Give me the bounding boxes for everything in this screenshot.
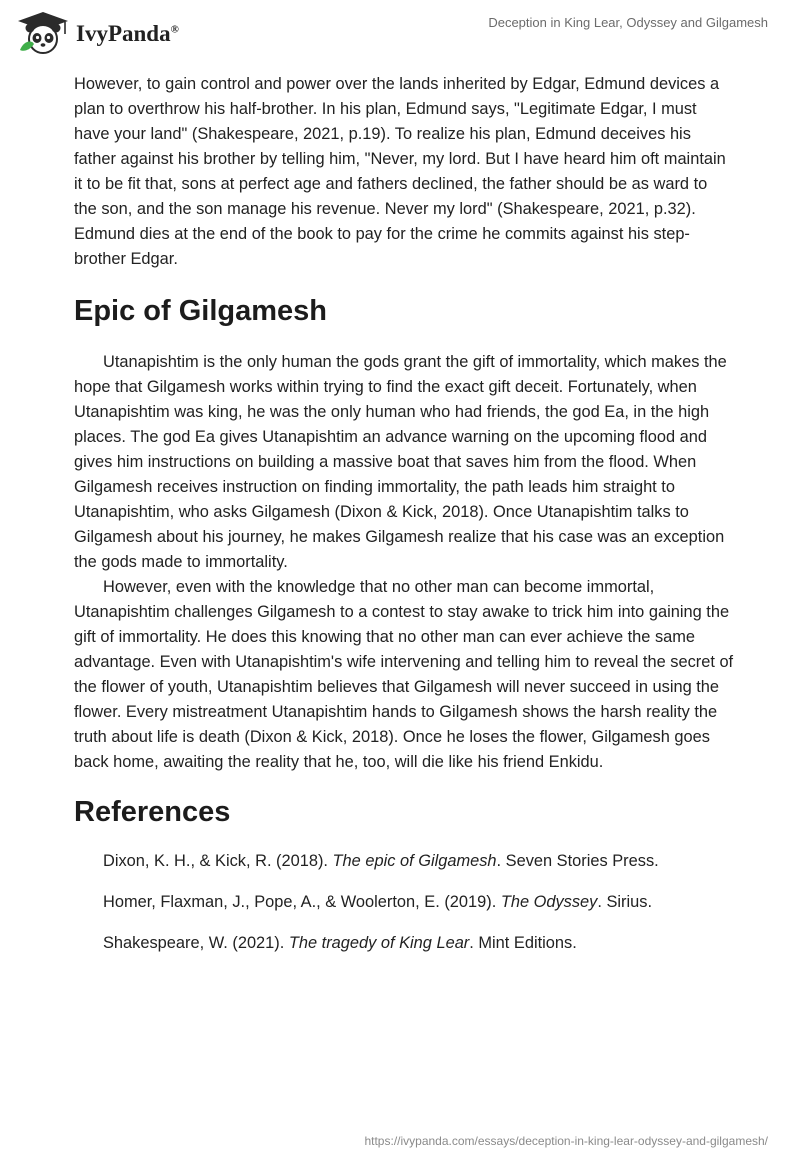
reference-item: Shakespeare, W. (2021). The tragedy of King Lear. Mint Editions. [103,934,577,952]
page-header [0,0,800,70]
document-title: Deception in King Lear, Odyssey and Gilgamesh [488,15,768,30]
references-list [74,849,734,956]
essay-content [74,72,734,972]
references-heading: References [74,796,231,828]
section-heading-gilgamesh: Epic of Gilgamesh [74,295,327,327]
ivypanda-logo[interactable] [16,10,179,56]
source-url-link[interactable]: https://ivypanda.com/essays/deception-in-king-lear-odyssey-and-gilgamesh/ [364,1134,768,1148]
gilgamesh-paragraph: However, even with the knowledge that no other man can become immortal, Utanapishtim challenges Gilgamesh to a contest to stay awake to trick him into gaining the gift of immortality. He does this knowing that no other man can ever achieve the same advantage. Even with Utanapishtim's wife intervening and telling him to reveal the secret of the flower of youth, Utanapishtim believes that Gilgamesh will never succeed in using the flower. Every mistreatment Utanapishtim hands to Gilgamesh shows the harsh reality the truth about life is death (Dixon & Kick, 2018). Once he loses the flower, Gilgamesh goes back home, awaiting the reality that he, too, will die like his friend Enkidu. [74,578,734,771]
intro-paragraph: However, to gain control and power over the lands inherited by Edgar, Edmund devices a plan to overthrow his half-brother. In his plan, Edmund says, "Legitimate Edgar, I must have your land" (Shakespeare, 2021, p.19). To realize his plan, Edmund deceives his father against his brother by telling him, "Never, my lord. But I have heard him oft maintain it to be fit that, sons at perfect age and fathers declined, the father should be as ward to the son, and the son manage his revenue. Never my lord" (Shakespeare, 2021, p.32). Edmund dies at the end of the book to pay for the crime he commits against his step-brother Edgar. [74,75,726,268]
reference-item: Homer, Flaxman, J., Pope, A., & Woolerton, E. (2019). The Odyssey. Sirius. [103,893,653,911]
gilgamesh-paragraph: Utanapishtim is the only human the gods grant the gift of immortality, which makes the hope that Gilgamesh works within trying to find the exact gift deceit. Fortunately, when Utanapishtim was king, he was the only human who had friends, the god Ea, in the high places. The god Ea gives Utanapishtim an advance warning on the upcoming flood and gives him instructions on building a massive boat that saves him from the flood. When Gilgamesh receives instruction on finding immortality, the path leads him straight to Utanapishtim, who asks Gilgamesh (Dixon & Kick, 2018). Once Utanapishtim talks to Gilgamesh about his journey, he makes Gilgamesh realize that his case was an exception the gods made to immortality. [74,353,727,571]
panda-logo-icon [16,10,70,56]
reference-item: Dixon, K. H., & Kick, R. (2018). The epic of Gilgamesh. Seven Stories Press. [103,852,659,870]
logo-text: IvyPanda® [76,21,179,46]
